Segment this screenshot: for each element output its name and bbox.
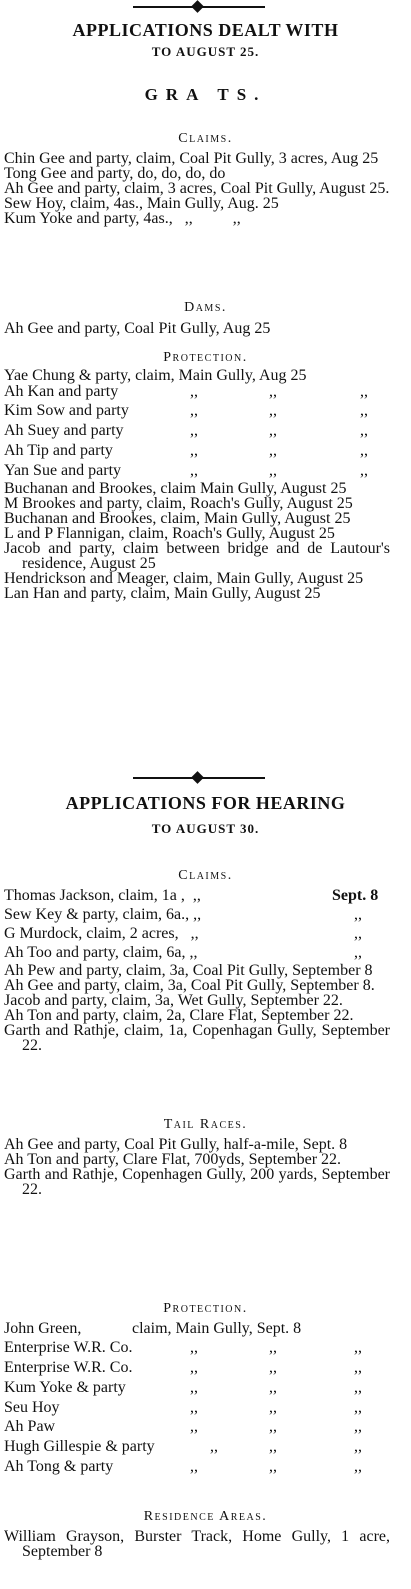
- residence-label: Residence Areas.: [143, 1509, 268, 1524]
- ornamental-rule: [133, 777, 265, 779]
- ditto-mark: ,,: [190, 402, 198, 419]
- table-row: [4, 888, 394, 904]
- table-row: [4, 1400, 394, 1416]
- ditto-mark: ,,: [269, 442, 277, 459]
- ditto-mark: ,,: [190, 1379, 198, 1396]
- row-date: Sept. 8: [332, 887, 379, 904]
- ornamental-rule: [133, 6, 265, 8]
- list-item: Chin Gee and party, claim, Coal Pit Gully, 3 acres, Aug 25: [4, 150, 379, 167]
- table-row: [4, 1340, 394, 1356]
- grants-heading: GRA TS.: [144, 85, 267, 104]
- ditto-mark: ,,: [190, 1418, 198, 1435]
- table-row: [4, 384, 394, 400]
- row-name: Enterprise W.R. Co.: [4, 1359, 133, 1376]
- row-name: Kum Yoke & party: [4, 1379, 126, 1396]
- row-name: Hugh Gillespie & party: [4, 1438, 155, 1455]
- ditto-mark: ,,: [269, 1399, 277, 1416]
- row-text: Thomas Jackson, claim, 1a , ,,: [4, 887, 201, 904]
- list-item: L and P Flannigan, claim, Roach's Gully, August 25: [4, 525, 335, 542]
- table-row: [4, 403, 394, 419]
- ditto-mark: ,,: [190, 442, 198, 459]
- hearing-claims-label: Claims.: [178, 868, 233, 883]
- ditto-mark: ,,: [190, 1458, 198, 1475]
- row-name: Ah Kan and party: [4, 383, 119, 400]
- ditto-mark: ,,: [354, 1458, 362, 1475]
- dealt-claims-list: [4, 151, 390, 226]
- list-item: Garth and Rathje, Copenhagen Gully, 200 yards, September 22.: [4, 1166, 390, 1198]
- list-item: Ah Gee and party, claim, 3a, Coal Pit Gully, September 8.: [4, 977, 375, 994]
- ditto-mark: ,,: [190, 422, 198, 439]
- dealt-dams-label: Dams.: [184, 300, 227, 315]
- row-name: Kim Sow and party: [4, 402, 129, 419]
- list-item: Ah Gee and party, Coal Pit Gully, Aug 25: [4, 320, 271, 337]
- table-row: [4, 907, 394, 923]
- table-row: [4, 1380, 394, 1396]
- list-item: Yae Chung & party, claim, Main Gully, Aug 25: [4, 367, 307, 384]
- ditto-mark: ,,: [269, 1438, 277, 1455]
- ditto-mark: ,,: [269, 462, 277, 479]
- dealt-protection-label: Protection.: [163, 350, 248, 365]
- ditto-mark: ,,: [269, 422, 277, 439]
- ditto-mark: ,,: [269, 383, 277, 400]
- row-name: Enterprise W.R. Co.: [4, 1339, 133, 1356]
- tail-races-list: [4, 1137, 390, 1197]
- list-item: Jacob and party, claim, 3a, Wet Gully, September 22.: [4, 992, 343, 1009]
- list-item: Tong Gee and party, do, do, do, do: [4, 165, 226, 182]
- table-row: [4, 926, 394, 942]
- list-item: Ah Gee and party, Coal Pit Gully, half-a-mile, Sept. 8: [4, 1136, 348, 1153]
- list-item: Hendrickson and Meager, claim, Main Gully, August 25: [4, 570, 364, 587]
- row-text: Ah Too and party, claim, 6a, ,,: [4, 944, 198, 961]
- table-row: [4, 1360, 394, 1376]
- dealt-dams-list: [4, 321, 390, 336]
- ditto-mark: ,,: [354, 1339, 362, 1356]
- list-item: William Grayson, Burster Track, Home Gully, 1 acre, September 8: [4, 1528, 390, 1560]
- dealt-protection-list: [4, 481, 390, 601]
- list-item: Ah Ton and party, claim, 2a, Clare Flat, September 22.: [4, 1007, 354, 1024]
- list-item: M Brookes and party, claim, Roach's Gully, August 25: [4, 495, 353, 512]
- table-row: [4, 1419, 394, 1435]
- rule-diamond: [191, 0, 204, 13]
- ditto-mark: ,,: [354, 1359, 362, 1376]
- row-name: Seu Hoy: [4, 1399, 60, 1416]
- ditto-mark: ,,: [360, 442, 368, 459]
- row-name: Ah Tip and party: [4, 442, 113, 459]
- table-row: [4, 423, 394, 439]
- ditto-mark: ,,: [269, 1418, 277, 1435]
- ditto-mark: ,,: [360, 422, 368, 439]
- table-row: [4, 443, 394, 459]
- rule-diamond: [191, 771, 204, 784]
- ditto-mark: ,,: [190, 1339, 198, 1356]
- ditto-mark: ,,: [354, 906, 362, 923]
- ditto-mark: ,,: [360, 462, 368, 479]
- dealt-title: APPLICATIONS DEALT WITH: [72, 20, 339, 40]
- ditto-mark: ,,: [210, 1438, 218, 1455]
- list-item: Kum Yoke and party, 4as., ,, ,,: [4, 210, 241, 227]
- hearing-protection-label: Protection.: [163, 1301, 248, 1316]
- list-item: Ah Ton and party, Clare Flat, 700yds, September 22.: [4, 1151, 342, 1168]
- row-text: G Murdock, claim, 2 acres, ,,: [4, 925, 199, 942]
- row-text: claim, Main Gully, Sept. 8: [132, 1320, 302, 1337]
- ditto-mark: ,,: [269, 1339, 277, 1356]
- list-item: Ah Gee and party, claim, 3 acres, Coal Pit Gully, August 25.: [4, 180, 390, 197]
- ditto-mark: ,,: [269, 1359, 277, 1376]
- row-name: Ah Suey and party: [4, 422, 124, 439]
- table-row: [4, 1459, 394, 1475]
- ditto-mark: ,,: [354, 1399, 362, 1416]
- hearing-title: APPLICATIONS FOR HEARING: [65, 793, 346, 813]
- ditto-mark: ,,: [190, 383, 198, 400]
- hearing-claims-list: [4, 963, 390, 1053]
- ditto-mark: ,,: [269, 1379, 277, 1396]
- row-name: Yan Sue and party: [4, 462, 122, 479]
- ditto-mark: ,,: [354, 1418, 362, 1435]
- ditto-mark: ,,: [269, 1458, 277, 1475]
- ditto-mark: ,,: [354, 925, 362, 942]
- list-item: Garth and Rathje, claim, 1a, Copenhagan Gully, September 22.: [4, 1022, 390, 1054]
- ditto-mark: ,,: [360, 383, 368, 400]
- dealt-claims-label: Claims.: [178, 131, 233, 146]
- ditto-mark: ,,: [269, 402, 277, 419]
- list-item: Buchanan and Brookes, claim Main Gully, August 25: [4, 480, 347, 497]
- list-item: Lan Han and party, claim, Main Gully, August 25: [4, 585, 321, 602]
- ditto-mark: ,,: [190, 462, 198, 479]
- ditto-mark: ,,: [354, 1438, 362, 1455]
- list-item: Sew Hoy, claim, 4as., Main Gully, Aug. 25: [4, 195, 279, 212]
- residence-list: [4, 1529, 390, 1559]
- row-name: Ah Tong & party: [4, 1458, 114, 1475]
- ditto-mark: ,,: [190, 1399, 198, 1416]
- dealt-protection-first: [4, 368, 390, 383]
- dealt-subtitle: TO AUGUST 25.: [151, 44, 260, 59]
- row-name: Ah Paw: [4, 1418, 56, 1435]
- table-row: [4, 1321, 394, 1337]
- row-text: Sew Key & party, claim, 6a., ,,: [4, 906, 202, 923]
- ditto-mark: ,,: [190, 1359, 198, 1376]
- ditto-mark: ,,: [354, 1379, 362, 1396]
- table-row: [4, 463, 394, 479]
- tail-races-label: Tail Races.: [163, 1117, 248, 1132]
- ditto-mark: ,,: [354, 944, 362, 961]
- list-item: Ah Pew and party, claim, 3a, Coal Pit Gully, September 8: [4, 962, 373, 979]
- ditto-mark: ,,: [360, 402, 368, 419]
- hearing-subtitle: TO AUGUST 30.: [151, 821, 260, 836]
- list-item: Jacob and party, claim between bridge and de Lautour's residence, August 25: [4, 540, 390, 572]
- table-row: [4, 1439, 394, 1455]
- row-name: John Green,: [4, 1320, 82, 1337]
- table-row: [4, 945, 394, 961]
- list-item: Buchanan and Brookes, claim, Main Gully, August 25: [4, 510, 351, 527]
